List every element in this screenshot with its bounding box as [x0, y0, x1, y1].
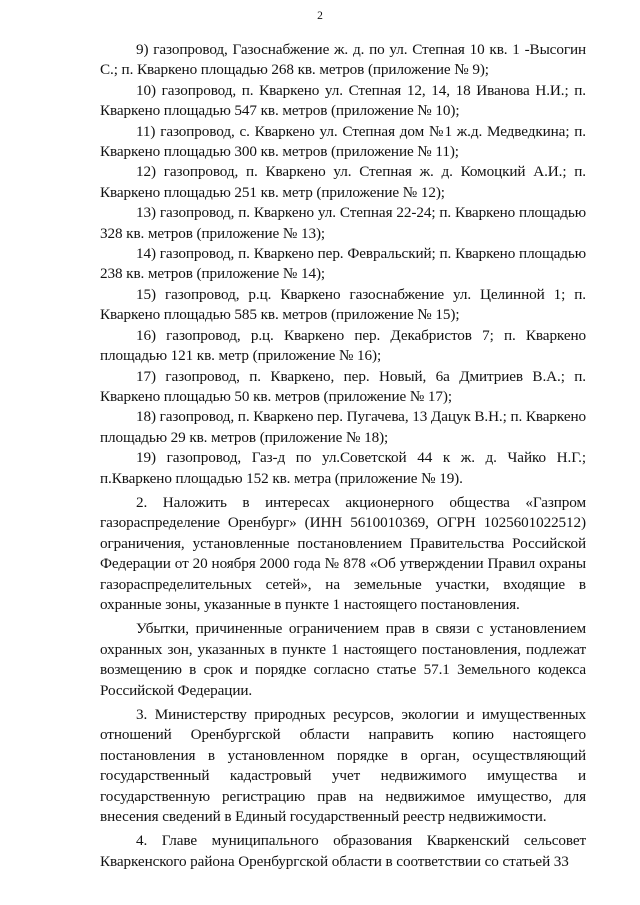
document-body [100, 40, 586, 872]
paragraph-2: 2. Наложить в интересах акционерного общества «Газпром газораспределение Оренбург» (ИНН 5610010369, ОГРН 1025601022512) ограничения, установленные постановлением Правительства Российской Федерации от 20 ноября 2000 года № 878 «Об утверждении Правил охраны газораспределительных сетей», на земельные участки, входящие в охранные зоны, указанные в пункте 1 настоящего постановления. [100, 493, 586, 613]
list-item: 10) газопровод, п. Кваркено ул. Степная 12, 14, 18 Иванова Н.И.; п. Кваркено площадью 547 кв. метров (приложение № 10); [100, 81, 586, 120]
list-item: 19) газопровод, Газ-д по ул.Советской 44 к ж. д. Чайко Н.Г.; п.Кваркено площадью 152 кв. метра (приложение № 19). [100, 449, 586, 487]
list-item: 15) газопровод, р.ц. Кваркено газоснабжение ул. Целинной 1; п. Кваркено площадью 585 кв. метров (приложение № 15); [100, 285, 586, 324]
list-item: 14) газопровод, п. Кваркено пер. Февральский; п. Кваркено площадью 238 кв. метров (приложение № 14); [100, 245, 586, 283]
list-item: 16) газопровод, р.ц. Кваркено пер. Декабристов 7; п. Кваркено площадью 121 кв. метр (приложение № 16); [100, 326, 586, 365]
list-item: 9) газопровод, Газоснабжение ж. д. по ул. Степная 10 кв. 1 -Высогин С.; п. Кваркено площадью 268 кв. метров (приложение № 9); [100, 41, 586, 79]
paragraph-losses: Убытки, причиненные ограничением прав в связи с установлением охранных зон, указанных в пункте 1 настоящего постановления, подлежат возмещению в срок и порядке согласно статье 57.1 Земельного кодекса Российской Федерации. [100, 620, 586, 699]
list-item: 18) газопровод, п. Кваркено пер. Пугачева, 13 Дацук В.Н.; п. Кваркено площадью 29 кв. метров (приложение № 18); [100, 408, 586, 446]
paragraph-4: 4. Главе муниципального образования Кваркенский сельсовет Кваркенского района Оренбургской области в соответствии со статьей 33 [100, 832, 586, 870]
page-number: 2 [317, 10, 323, 22]
list-item: 13) газопровод, п. Кваркено ул. Степная 22-24; п. Кваркено площадью 328 кв. метров (приложение № 13); [100, 204, 586, 242]
list-item: 11) газопровод, с. Кваркено ул. Степная дом №1 ж.д. Медведкина; п. Кваркено площадью 300 кв. метров (приложение № 11); [100, 122, 586, 161]
list-item: 12) газопровод, п. Кваркено ул. Степная ж. д. Комоцкий А.И.; п. Кваркено площадью 251 кв. метр (приложение № 12); [100, 163, 586, 201]
paragraph-3: 3. Министерству природных ресурсов, экологии и имущественных отношений Оренбургской области направить копию настоящего постановления в установленном порядке в орган, осуществляющий государственный кадастровый учет недвижимого имущества и государственную регистрацию прав на недвижимое имущество, для внесения сведений в Единый государственный реестр недвижимости. [100, 706, 586, 826]
list-item: 17) газопровод, п. Кваркено, пер. Новый, 6а Дмитриев В.А.; п. Кваркено площадью 50 кв. метров (приложение № 17); [100, 367, 586, 405]
